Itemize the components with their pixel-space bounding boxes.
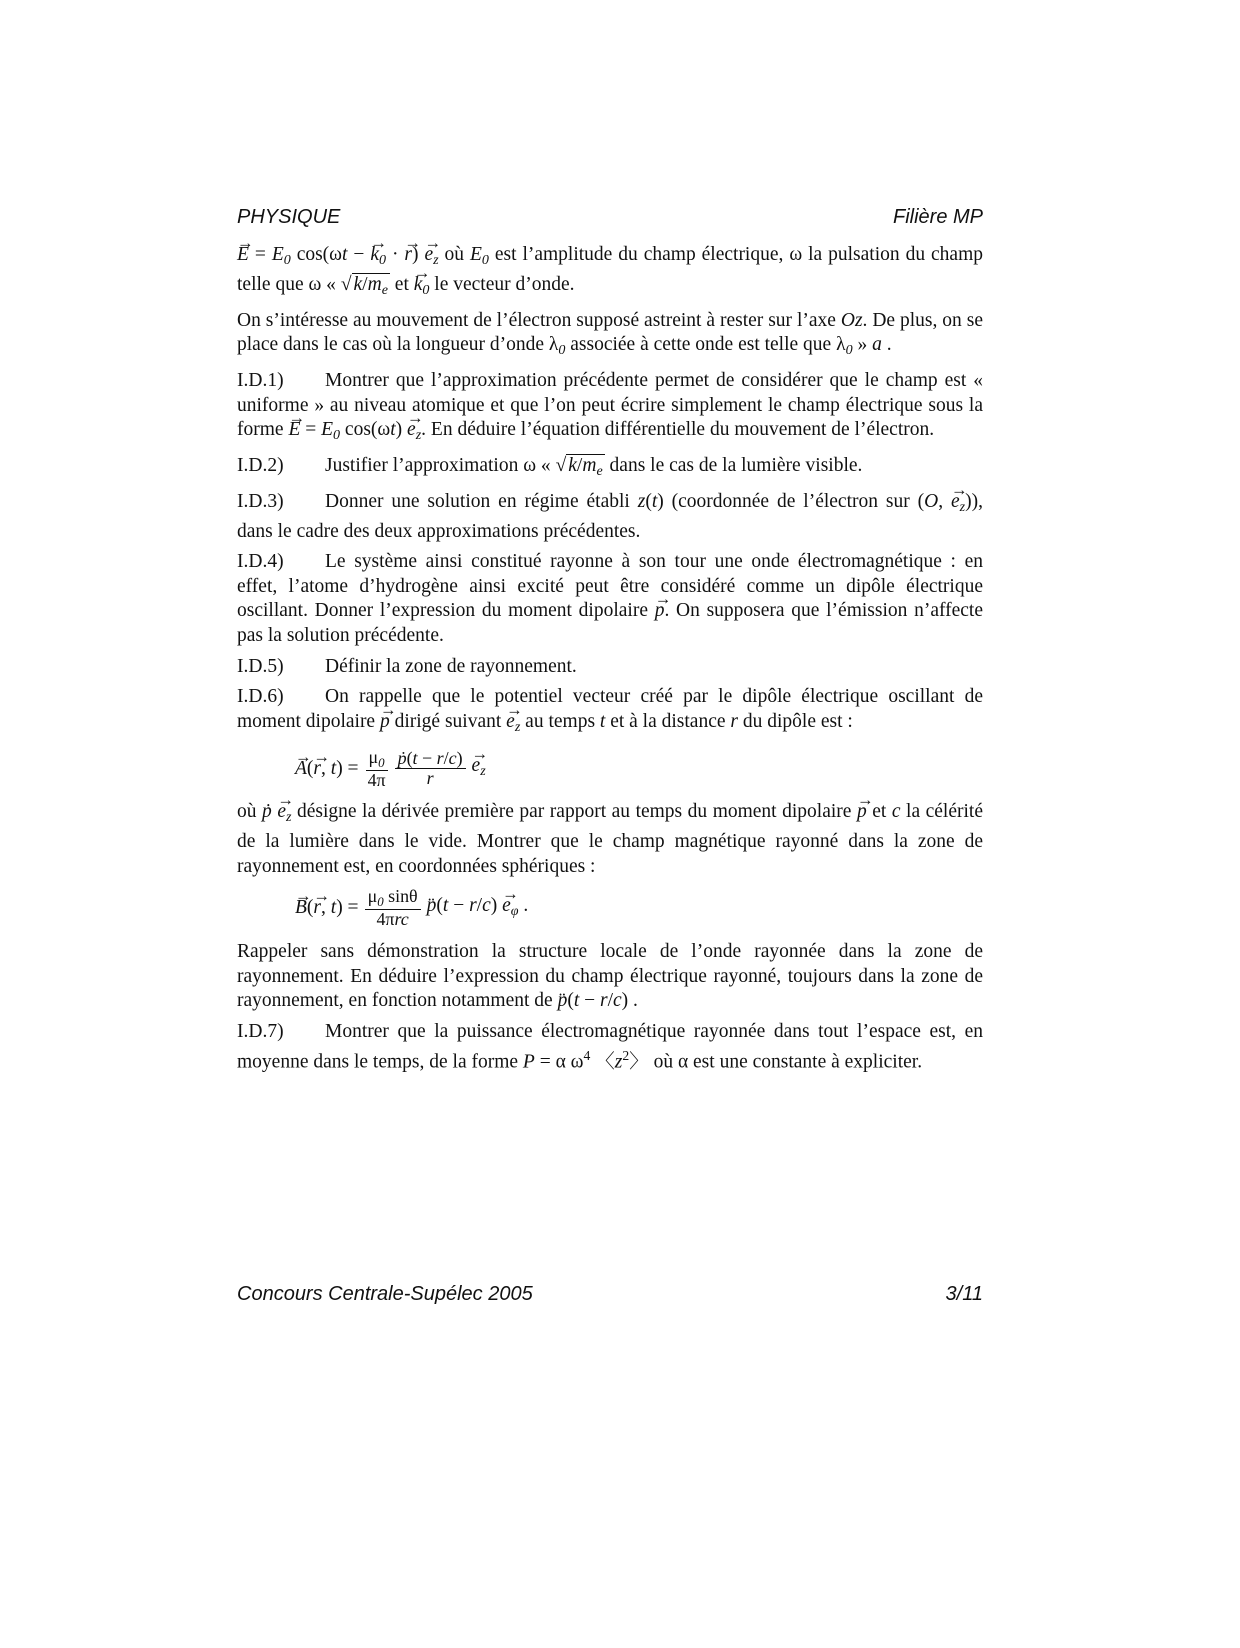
exam-name: Concours Centrale-Supélec 2005 bbox=[237, 1283, 533, 1305]
question-label: I.D.7) bbox=[237, 1020, 284, 1042]
question-label: I.D.3) bbox=[237, 490, 284, 512]
question-id6: I.D.6) On rappelle que le potentiel vecteur créé par le dipôle électrique oscillant de moment dipolaire → p dirigé suivant → $e_z$ au temps t et à la distance r du dipôle est : bbox=[237, 685, 983, 739]
question-id4: I.D.4) Le système ainsi constitué rayonne à son tour une onde électromagnétique : en effet, l’atome d’hydrogène ainsi excité peut être considéré comme un dipôle électrique oscillant. Donner l’expression du moment dipolaire → p. On supposera que l’émission n’affecte pas la solution précédente. bbox=[237, 550, 983, 648]
question-id2: I.D.2) Justifier l’approximation ω « √ $k/m_e$ dans le cas de la lumière visible. bbox=[237, 454, 863, 480]
equation-vector-potential: → A(→ r, t) = $\frac{\mu_0}{4\pi}$ $\frac{\text{ṗ(t − r/c)}}{r}$ → $e_z$ bbox=[295, 748, 983, 791]
running-header bbox=[237, 205, 983, 229]
equation-magnetic-field: → B(→ r, t) = $\frac{\mu_0 \sin\theta}{\text{4πrc}}$ p̈(t − $r/c) \to e_\varphi$ . bbox=[295, 887, 983, 930]
paragraph-dipole-derivative: où ṗ → $e_z$ désigne la dérivée première par rapport au temps du moment dipolaire → p et c la célérité de la lumière dans le vide. Montrer que le champ magnétique rayonné dans la zone de rayonnement est, en coordonnées sphériques : bbox=[237, 800, 983, 879]
question-label: I.D.2) bbox=[237, 454, 284, 476]
question-label: I.D.4) bbox=[237, 551, 284, 573]
question-id3: I.D.3) Donner une solution en régime établi z(t) (coordonnée de l’électron sur (O, → $e_z$)), dans le cadre des deux approximations précédentes. bbox=[237, 490, 983, 544]
subject-label: PHYSIQUE bbox=[237, 206, 341, 228]
question-id5: I.D.5) Définir la zone de rayonnement. bbox=[237, 655, 983, 680]
question-label: I.D.6) bbox=[237, 686, 284, 708]
paragraph-radiated-wave: Rappeler sans démonstration la structure locale de l’onde rayonnée dans la zone de rayonnement. En déduire l’expression du champ électrique rayonné, toujours dans la zone de rayonnement, en fonction notamment de p̈(t − r/c) . bbox=[237, 941, 983, 1012]
question-label: I.D.1) bbox=[237, 369, 284, 391]
intro-paragraph: → $E = E_0$ cos(ωt − → $k_0$ · → $r) \to e_z$ où $E_0$ est l’amplitude du champ électrique, ω la pulsation du champ telle que ω « √ $k/m_e$ et → $k_0$ le vecteur d’onde. bbox=[237, 243, 983, 303]
track-label: Filière MP bbox=[892, 206, 983, 228]
question-id1: I.D.1) Montrer que l’approximation précédente permet de considérer que le champ est « uniforme » au niveau atomique et que l’on peut écrire simplement le champ électrique sous la forme → $E = E_0$ $\cos(\omega t) \to e_z$. En déduire l’équation différentielle du mouvement de l’électron. bbox=[237, 369, 983, 448]
paragraph-electron-motion: On s’intéresse au mouvement de l’électron supposé astreint à rester sur l’axe Oz. De plus, on se place dans le cas où la longueur d’onde $\lambda_0$ associée à cette onde est telle que $\lambda_0$ » a . bbox=[237, 309, 983, 359]
running-footer bbox=[237, 1282, 983, 1306]
question-label: I.D.5) bbox=[237, 655, 284, 677]
page-content bbox=[237, 243, 983, 1082]
page-number: 3/11 bbox=[945, 1283, 983, 1305]
question-id7: I.D.7) Montrer que la puissance électromagnétique rayonnée dans tout l’espace est, en moyenne dans le temps, de la forme P = α $\omega^4$ 〈$z^2$〉 où α est une constante à expliciter. bbox=[237, 1020, 983, 1073]
